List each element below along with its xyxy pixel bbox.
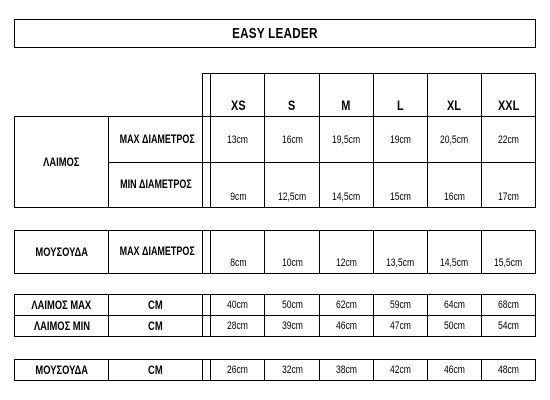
neck-min-l: 15cm: [373, 163, 427, 208]
neck-cm-max-xxl: 68cm: [481, 295, 535, 316]
size-chart-title: [14, 19, 536, 48]
size-table-muzzle: [14, 230, 536, 274]
size-header-m: M: [319, 74, 373, 117]
neck-cm-max-unit: CM: [109, 295, 203, 316]
muzzle-cm-unit: CM: [109, 360, 203, 381]
muzzle-cm-l: 42cm: [373, 360, 427, 381]
neck-cm-min-xs: 28cm: [211, 316, 265, 337]
neck-max-label: MAX ΔΙΑΜΕΤΡΟΣ: [109, 117, 203, 163]
neck-cm-max-label: ΛΑΙΜΟΣ MAX: [15, 295, 109, 316]
size-table-neck: [14, 73, 536, 208]
size-header-xl: XL: [427, 74, 481, 117]
neck-max-s: 16cm: [265, 117, 319, 163]
neck-min-xl: 16cm: [427, 163, 481, 208]
size-table-muzzle-cm: [14, 359, 536, 381]
neck-cm-min-xl: 50cm: [427, 316, 481, 337]
muzzle-label: ΜΟΥΣΟΥΔΑ: [15, 231, 109, 274]
neck-cm-max-row: [15, 295, 536, 316]
neck-min-xs: 9cm: [211, 163, 265, 208]
neck-cm-max-s: 50cm: [265, 295, 319, 316]
neck-cm-max-xl: 64cm: [427, 295, 481, 316]
muzzle-max-xl: 14,5cm: [427, 231, 481, 274]
neck-max-row: [15, 117, 536, 163]
muzzle-max-l: 13,5cm: [373, 231, 427, 274]
neck-max-xxl: 22cm: [481, 117, 535, 163]
neck-cm-min-row: [15, 316, 536, 337]
muzzle-max-m: 12cm: [319, 231, 373, 274]
neck-min-xxl: 17cm: [481, 163, 535, 208]
neck-max-xs: 13cm: [211, 117, 265, 163]
muzzle-max-s: 10cm: [265, 231, 319, 274]
size-header-row: [15, 74, 536, 117]
muzzle-max-xxl: 15,5cm: [481, 231, 535, 274]
neck-max-l: 19cm: [373, 117, 427, 163]
neck-cm-min-l: 47cm: [373, 316, 427, 337]
muzzle-max-row: [15, 231, 536, 274]
neck-min-label: MIN ΔΙΑΜΕΤΡΟΣ: [109, 163, 203, 208]
muzzle-cm-row: [15, 360, 536, 381]
neck-min-m: 14,5cm: [319, 163, 373, 208]
size-table-neck-cm: [14, 294, 536, 337]
neck-cm-max-l: 59cm: [373, 295, 427, 316]
neck-min-s: 12,5cm: [265, 163, 319, 208]
neck-cm-max-m: 62cm: [319, 295, 373, 316]
title-text: EASY LEADER: [232, 25, 318, 42]
size-header-xs: XS: [211, 74, 265, 117]
size-header-l: L: [373, 74, 427, 117]
muzzle-cm-xs: 26cm: [211, 360, 265, 381]
muzzle-max-label: MAX ΔΙΑΜΕΤΡΟΣ: [109, 231, 203, 274]
muzzle-cm-s: 32cm: [265, 360, 319, 381]
muzzle-cm-xl: 46cm: [427, 360, 481, 381]
neck-cm-min-xxl: 54cm: [481, 316, 535, 337]
size-header-s: S: [265, 74, 319, 117]
neck-max-m: 19,5cm: [319, 117, 373, 163]
muzzle-cm-label: ΜΟΥΣΟΥΔΑ: [15, 360, 109, 381]
neck-cm-min-unit: CM: [109, 316, 203, 337]
muzzle-max-xs: 8cm: [211, 231, 265, 274]
neck-cm-min-label: ΛΑΙΜΟΣ MIN: [15, 316, 109, 337]
neck-max-xl: 20,5cm: [427, 117, 481, 163]
size-header-xxl: XXL: [481, 74, 535, 117]
neck-cm-min-s: 39cm: [265, 316, 319, 337]
neck-cm-min-m: 46cm: [319, 316, 373, 337]
neck-label: ΛΑΙΜΟΣ: [15, 117, 109, 208]
muzzle-cm-xxl: 48cm: [481, 360, 535, 381]
header-spacer: [203, 74, 211, 117]
neck-cm-max-xs: 40cm: [211, 295, 265, 316]
muzzle-cm-m: 38cm: [319, 360, 373, 381]
